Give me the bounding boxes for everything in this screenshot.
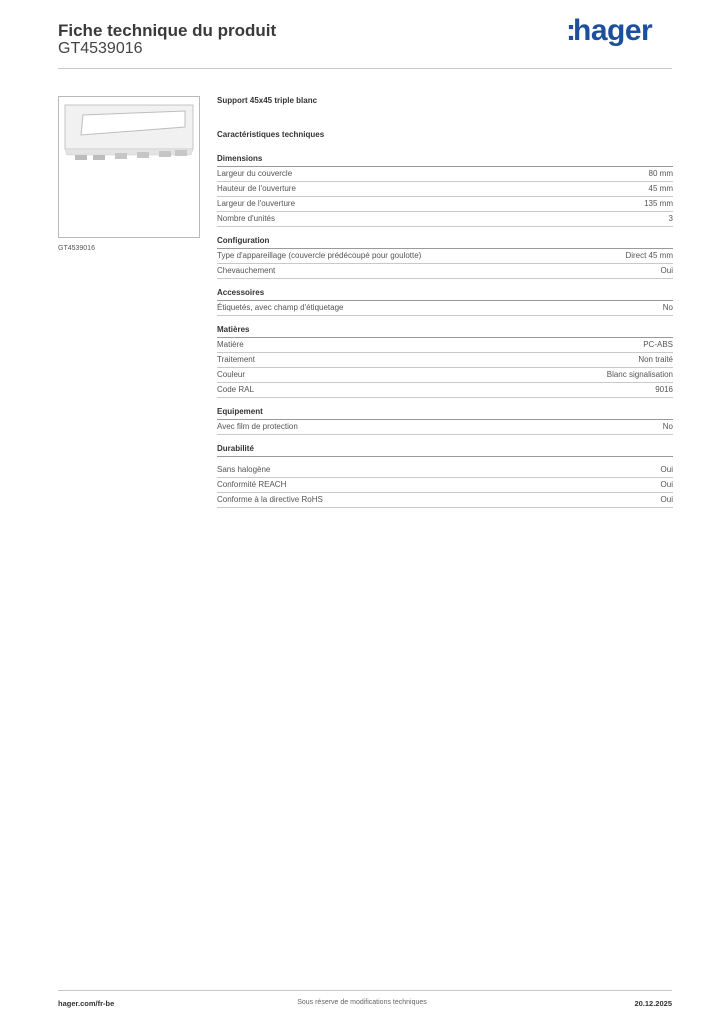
section-equipement [217,407,673,435]
spec-value: Oui [660,465,673,474]
section-dimensions [217,154,673,227]
spec-label: Code RAL [217,385,254,394]
product-image [58,96,200,238]
spec-label: Type d'appareillage (couvercle prédécoupé pour goulotte) [217,251,422,260]
product-reference: GT4539016 [58,40,143,57]
section-configuration [217,236,673,279]
specs-title: Caractéristiques techniques [217,130,325,139]
spec-value: 3 [668,214,673,223]
spec-label: Couleur [217,370,246,379]
spec-value: No [662,422,673,431]
spec-row [217,353,673,368]
spec-value: Non traité [638,355,673,364]
image-caption: GT4539016 [58,245,95,252]
spec-value: 9016 [655,385,673,394]
footer-date: 20.12.2025 [634,999,672,1008]
spec-label: Largeur de l'ouverture [217,199,296,208]
section-title: Matières [217,325,673,338]
header-divider [58,68,672,69]
spec-row [217,167,673,182]
spec-label: Nombre d'unités [217,214,275,223]
spec-row [217,249,673,264]
section-accessoires [217,288,673,316]
spec-row [217,368,673,383]
wall-plate-illustration [59,97,199,237]
spec-value: Oui [660,495,673,504]
spec-value: No [662,303,673,312]
spec-value: Oui [660,480,673,489]
section-title: Configuration [217,236,673,249]
spec-label: Sans halogène [217,465,271,474]
section-matieres [217,325,673,398]
spec-row [217,338,673,353]
spec-value: Oui [660,266,673,275]
footer-website-link[interactable]: hager.com/fr-be [58,999,115,1008]
spec-row [217,301,673,316]
spec-label: Hauteur de l'ouverture [217,184,296,193]
spec-row [217,182,673,197]
spec-label: Conforme à la directive RoHS [217,495,323,504]
spec-label: Traitement [217,355,255,364]
page-title: Fiche technique du produit [58,21,277,40]
hager-logo: :hager [566,14,653,47]
spec-value: 45 mm [648,184,673,193]
section-title: Equipement [217,407,673,420]
spec-row [217,264,673,279]
spec-row [217,478,673,493]
spec-label: Matière [217,340,244,349]
section-durabilite [217,444,673,508]
spec-label: Conformité REACH [217,480,287,489]
section-title: Accessoires [217,288,673,301]
spec-label: Largeur du couvercle [217,169,293,178]
spec-value: PC-ABS [643,340,673,349]
spec-value: 135 mm [644,199,673,208]
spec-row [217,383,673,398]
footer-divider [58,990,672,991]
spec-label: Étiquetés, avec champ d'étiquetage [217,303,344,312]
spec-value: Blanc signalisation [606,370,673,379]
spec-value: 80 mm [648,169,673,178]
spec-value: Direct 45 mm [625,251,673,260]
spec-row [217,197,673,212]
spec-label: Avec film de protection [217,422,298,431]
section-title: Dimensions [217,154,673,167]
section-title: Durabilité [217,444,673,457]
spec-label: Chevauchement [217,266,276,275]
spec-content [217,96,673,517]
product-name: Support 45x45 triple blanc [217,96,318,105]
logo-text: hager [573,14,653,47]
spec-row [217,212,673,227]
spec-row [217,493,673,508]
spec-row [217,420,673,435]
spec-row [217,463,673,478]
footer-disclaimer: Sous réserve de modifications techniques [297,999,427,1006]
